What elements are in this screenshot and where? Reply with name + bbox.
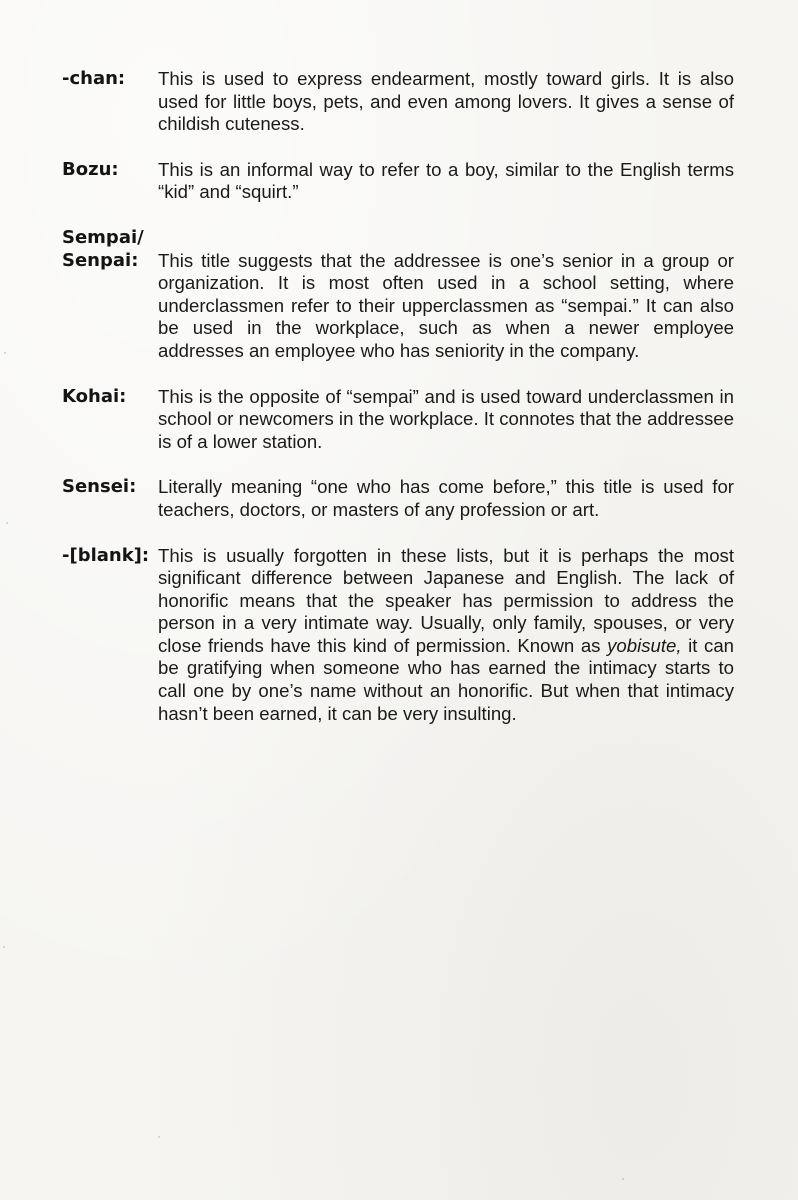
definition-sempai: This title suggests that the addressee is one’s senior in a group or organization. It is most often used in a school setting, where underclassmen refer to their upperclassmen as “sempai.” It can also be used in the workplace, such as when a newer employee addresses an employee who has seniority in the company. — [158, 249, 734, 361]
term-chan: -chan: — [62, 68, 126, 89]
paper-speck — [158, 1136, 160, 1138]
glossary-entry-kohai — [62, 386, 734, 454]
term-blank: -[blank]: — [62, 544, 150, 566]
definition-bozu: This is an informal way to refer to a boy, similar to the English terms “kid” and “squirt.” — [158, 158, 734, 203]
definition-sensei: Literally meaning “one who has come before,” this title is used for teachers, doctors, or masters of any profession or art. — [158, 476, 734, 520]
honorifics-glossary — [62, 68, 734, 748]
definition-blank — [158, 545, 734, 726]
glossary-entry-blank — [62, 545, 734, 726]
paper-speck — [6, 522, 8, 524]
term-sensei: Sensei: — [62, 476, 137, 498]
term-kohai: Kohai: — [62, 385, 127, 407]
definition-blank-italic-term: yobisute, — [607, 634, 682, 656]
definition-chan: This is used to express endearment, mostly toward girls. It is also used for little boys, pets, and even among lovers. It gives a sense of childish cuteness. — [158, 68, 734, 135]
definition-blank-part-2: it can be gratifying when someone who has earned the intimacy starts to call one by one’s name without an honorific. But when that intimacy hasn’t been earned, it can be very insulting. — [158, 634, 735, 724]
glossary-entry-sensei — [62, 476, 734, 521]
definition-kohai: This is the opposite of “sempai” and is used toward underclassmen in school or newcomers in the workplace. It connotes that the addressee is of a lower station. — [158, 385, 734, 452]
definition-blank-part-1: This is usually forgotten in these lists, but it is perhaps the most significant difference between Japanese and English. The lack of honorific means that the speaker has permission to address the person in a very intimate way. Usually, only family, spouses, or very close friends have this kind of permission. Known as — [158, 544, 734, 656]
glossary-entry-chan — [62, 68, 734, 136]
term-sempai: Sempai/ Senpai: — [62, 226, 144, 271]
term-bozu: Bozu: — [62, 158, 119, 180]
paper-speck — [622, 1178, 624, 1180]
glossary-entry-sempai — [62, 227, 734, 363]
glossary-entry-bozu — [62, 159, 734, 204]
paper-speck — [3, 946, 5, 948]
paper-speck — [4, 352, 6, 354]
